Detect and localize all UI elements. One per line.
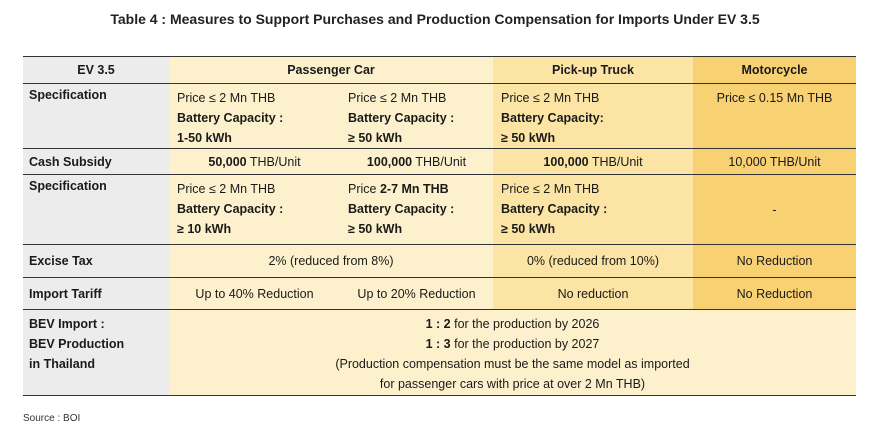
excise-pickup: 0% (reduced from 10%) bbox=[493, 245, 693, 278]
tariff-motorcycle: No Reduction bbox=[693, 278, 856, 310]
battery-label: Battery Capacity : bbox=[348, 202, 455, 216]
table-row-specification-2 bbox=[23, 175, 856, 245]
ratio-value: 1 : 3 bbox=[425, 337, 451, 351]
battery-value: ≥ 10 kWh bbox=[177, 222, 232, 236]
price-text bbox=[348, 179, 493, 199]
subsidy-amount: 100,000 bbox=[366, 154, 413, 169]
ratio-text: for the production by 2027 bbox=[450, 337, 600, 351]
source-note: Source : BOI bbox=[23, 413, 81, 424]
bev-label-line2: BEV Production bbox=[29, 337, 125, 351]
ratio-2026 bbox=[169, 314, 856, 334]
spec1-motorcycle bbox=[693, 84, 856, 149]
spec1-passenger-2 bbox=[340, 84, 493, 149]
price-text: Price ≤ 2 Mn THB bbox=[501, 91, 600, 105]
spec2-passenger-2 bbox=[340, 175, 493, 245]
subsidy-pickup bbox=[493, 149, 693, 175]
table-row-cash-subsidy bbox=[23, 149, 856, 175]
battery-value: ≥ 50 kWh bbox=[348, 131, 403, 145]
row-label: Cash Subsidy bbox=[23, 149, 169, 175]
price-text: Price ≤ 0.15 Mn THB bbox=[716, 91, 833, 105]
subsidy-amount: 50,000 bbox=[208, 154, 247, 169]
spec1-passenger-1 bbox=[169, 84, 340, 149]
price-text: Price ≤ 2 Mn THB bbox=[348, 91, 447, 105]
table-row-specification-1 bbox=[23, 84, 856, 149]
subsidy-unit: THB/Unit bbox=[412, 154, 467, 169]
row-label: Specification bbox=[23, 175, 169, 245]
ev-measures-table bbox=[23, 56, 856, 396]
battery-value: 1-50 kWh bbox=[177, 131, 232, 145]
battery-label: Battery Capacity : bbox=[177, 202, 284, 216]
header-passenger-car: Passenger Car bbox=[169, 57, 493, 84]
spec2-pickup bbox=[493, 175, 693, 245]
spec1-pickup bbox=[493, 84, 693, 149]
table-row-excise-tax bbox=[23, 245, 856, 278]
header-ev35: EV 3.5 bbox=[23, 57, 169, 84]
subsidy-unit: THB/Unit bbox=[588, 154, 643, 169]
bev-label-line3: in Thailand bbox=[29, 357, 95, 371]
subsidy-passenger-1 bbox=[169, 149, 340, 175]
spec2-motorcycle: - bbox=[693, 175, 856, 245]
price-prefix: Price bbox=[348, 182, 380, 196]
header-pickup-truck: Pick-up Truck bbox=[493, 57, 693, 84]
spec2-passenger-1 bbox=[169, 175, 340, 245]
ratio-2027 bbox=[169, 334, 856, 354]
subsidy-passenger-2 bbox=[340, 149, 493, 175]
ratio-text: for the production by 2026 bbox=[450, 317, 600, 331]
row-label: Import Tariff bbox=[23, 278, 169, 310]
battery-label: Battery Capacity: bbox=[501, 111, 604, 125]
bev-label-line1: BEV Import : bbox=[29, 317, 105, 331]
excise-passenger: 2% (reduced from 8%) bbox=[169, 245, 493, 278]
battery-value: ≥ 50 kWh bbox=[348, 222, 403, 236]
table-title: Table 4 : Measures to Support Purchases and Production Compensation for Imports Under EV 3.5 bbox=[110, 11, 760, 27]
battery-value: ≥ 50 kWh bbox=[501, 131, 556, 145]
price-text: Price ≤ 2 Mn THB bbox=[177, 91, 276, 105]
subsidy-motorcycle: 10,000 THB/Unit bbox=[693, 149, 856, 175]
battery-label: Battery Capacity : bbox=[177, 111, 284, 125]
bev-compensation bbox=[169, 310, 856, 396]
subsidy-unit: THB/Unit bbox=[246, 154, 301, 169]
battery-label: Battery Capacity : bbox=[348, 111, 455, 125]
row-label bbox=[23, 310, 169, 396]
note-line2: for passenger cars with price at over 2 Mn THB) bbox=[379, 377, 646, 391]
row-label: Excise Tax bbox=[23, 245, 169, 278]
note-line1: (Production compensation must be the same model as imported bbox=[335, 357, 690, 371]
table-row-bev-import bbox=[23, 310, 856, 396]
ratio-value: 1 : 2 bbox=[425, 317, 451, 331]
excise-motorcycle: No Reduction bbox=[693, 245, 856, 278]
tariff-pickup: No reduction bbox=[493, 278, 693, 310]
tariff-passenger-2: Up to 20% Reduction bbox=[340, 278, 493, 310]
battery-label: Battery Capacity : bbox=[501, 202, 608, 216]
price-range: 2-7 Mn THB bbox=[379, 182, 449, 196]
subsidy-amount: 100,000 bbox=[543, 154, 589, 169]
row-label: Specification bbox=[23, 84, 169, 149]
header-motorcycle: Motorcycle bbox=[693, 57, 856, 84]
header-row bbox=[23, 57, 856, 84]
price-text: Price ≤ 2 Mn THB bbox=[177, 182, 276, 196]
table-row-import-tariff bbox=[23, 278, 856, 310]
price-text: Price ≤ 2 Mn THB bbox=[501, 182, 600, 196]
battery-value: ≥ 50 kWh bbox=[501, 222, 556, 236]
tariff-passenger-1: Up to 40% Reduction bbox=[169, 278, 340, 310]
